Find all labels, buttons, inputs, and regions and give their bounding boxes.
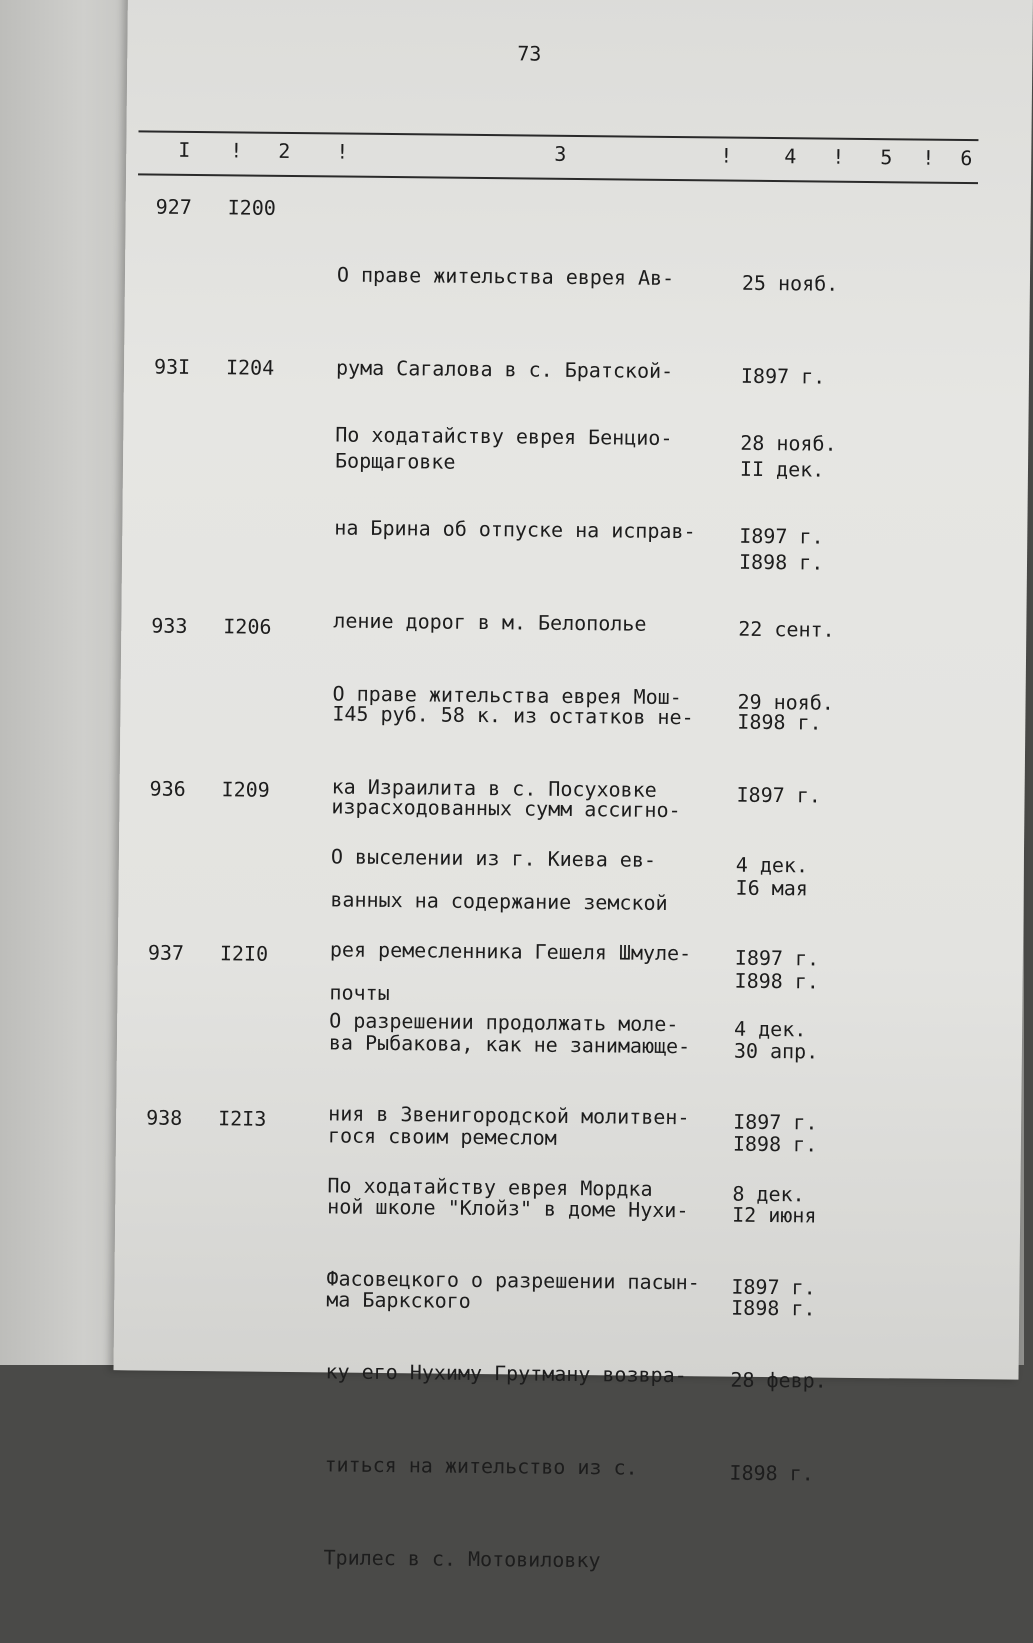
description-line: ка Израилита в с. Посуховке — [331, 774, 657, 802]
date-line: I898 г. — [737, 709, 822, 735]
description-line: рума Сагалова в с. Братской- — [335, 355, 674, 383]
date-line: I898 г. — [731, 1295, 816, 1321]
row-number: 937 — [147, 940, 185, 965]
description-line: рея ремесленника Гешеля Шмуле- — [329, 937, 692, 966]
description-line: Трилес в с. Мотовиловку — [323, 1545, 601, 1573]
table-header — [138, 137, 978, 176]
description-line: на Брина об отпуске на исправ- — [334, 515, 696, 544]
date-line: II дек. — [739, 456, 825, 482]
date-line: I898 г. — [734, 968, 820, 994]
file-number: I204 — [225, 355, 275, 380]
date-line: I2 июня — [732, 1202, 817, 1228]
description-line: ния в Звенигородской молитвен- — [328, 1101, 690, 1130]
date-line: 25 нояб. — [741, 270, 839, 296]
date-line: 28 февр. — [730, 1367, 827, 1393]
row-description — [323, 1108, 728, 1639]
description-line: Фасовецкого о разрешении пасын- — [326, 1266, 700, 1295]
header-col-2: 2 — [278, 138, 291, 163]
date-line: 29 нояб. — [737, 689, 835, 715]
date-line: 4 дек. — [734, 1016, 807, 1042]
description-line: ной школе "Клойз" в доме Нухи- — [327, 1194, 689, 1223]
date-line: I898 г. — [732, 1131, 818, 1157]
description-line: По ходатайству еврея Мордка — [327, 1173, 653, 1201]
page-number: 73 — [517, 41, 542, 66]
description-line: О выселении из г. Киева ев- — [330, 844, 657, 872]
row-dates — [729, 1117, 830, 1552]
header-separator: ! — [720, 143, 733, 168]
description-line: титься на жительство из с. — [324, 1452, 638, 1480]
description-line: ва Рыбакова, как не занимающе- — [328, 1030, 691, 1059]
date-line: I897 г. — [736, 782, 822, 808]
description-line: ванных на содержание земской — [330, 887, 668, 915]
date-line: 28 нояб. — [740, 430, 837, 456]
file-number: I2I3 — [218, 1106, 267, 1131]
description-line: почты — [329, 980, 390, 1006]
row-number: 933 — [151, 613, 188, 638]
description-line: О праве жительства еврея Ав- — [336, 262, 675, 290]
file-number: I2I0 — [219, 941, 269, 966]
description-line: израсходованных сумм ассигно- — [331, 794, 681, 823]
date-line: I897 г. — [734, 945, 820, 971]
date-line: I897 г. — [733, 1109, 818, 1135]
file-number: I209 — [221, 777, 270, 802]
header-col-6: 6 — [960, 145, 973, 171]
date-line: 22 сент. — [738, 616, 835, 642]
description-line: По ходатайству еврея Бенцио- — [335, 422, 673, 450]
description-line: I45 руб. 58 к. из остатков не- — [332, 701, 694, 730]
date-line: I898 г. — [738, 549, 824, 575]
header-col-1: I — [178, 137, 191, 162]
header-separator: ! — [336, 139, 349, 164]
description-line: О праве жительства еврея Мош- — [332, 681, 682, 710]
row-number: 93I — [153, 354, 191, 379]
header-col-3: 3 — [554, 141, 567, 166]
row-number: 938 — [146, 1105, 183, 1130]
date-line: 8 дек. — [732, 1181, 805, 1207]
description-line: ма Баркского — [326, 1287, 471, 1313]
table-header-rule — [138, 173, 978, 184]
header-separator: ! — [922, 145, 935, 170]
date-line: 4 дек. — [735, 852, 809, 878]
file-number: I200 — [227, 195, 276, 220]
date-line: I6 мая — [735, 875, 808, 901]
date-line: 30 апр. — [733, 1038, 819, 1064]
file-number: I206 — [223, 614, 272, 639]
description-line: ку его Нухиму Грутману возвра- — [325, 1359, 687, 1388]
date-line: I897 г. — [731, 1274, 816, 1300]
description-line: гося своим ремеслом — [327, 1123, 557, 1150]
date-line: I897 г. — [740, 363, 826, 389]
date-line: I897 г. — [739, 523, 824, 549]
date-line: I898 г. — [729, 1460, 814, 1486]
description-line: ление дорог в м. Белополье — [333, 608, 647, 636]
row-number: 927 — [155, 194, 192, 219]
header-separator: ! — [230, 138, 243, 163]
header-col-5: 5 — [880, 145, 893, 170]
row-number: 936 — [149, 776, 186, 801]
document-page — [114, 0, 1033, 1573]
description-line: Борщаговке — [334, 448, 456, 474]
header-col-4: 4 — [784, 144, 797, 169]
header-separator: ! — [832, 144, 845, 169]
description-line: О разрешении продолжать моле- — [329, 1008, 679, 1037]
